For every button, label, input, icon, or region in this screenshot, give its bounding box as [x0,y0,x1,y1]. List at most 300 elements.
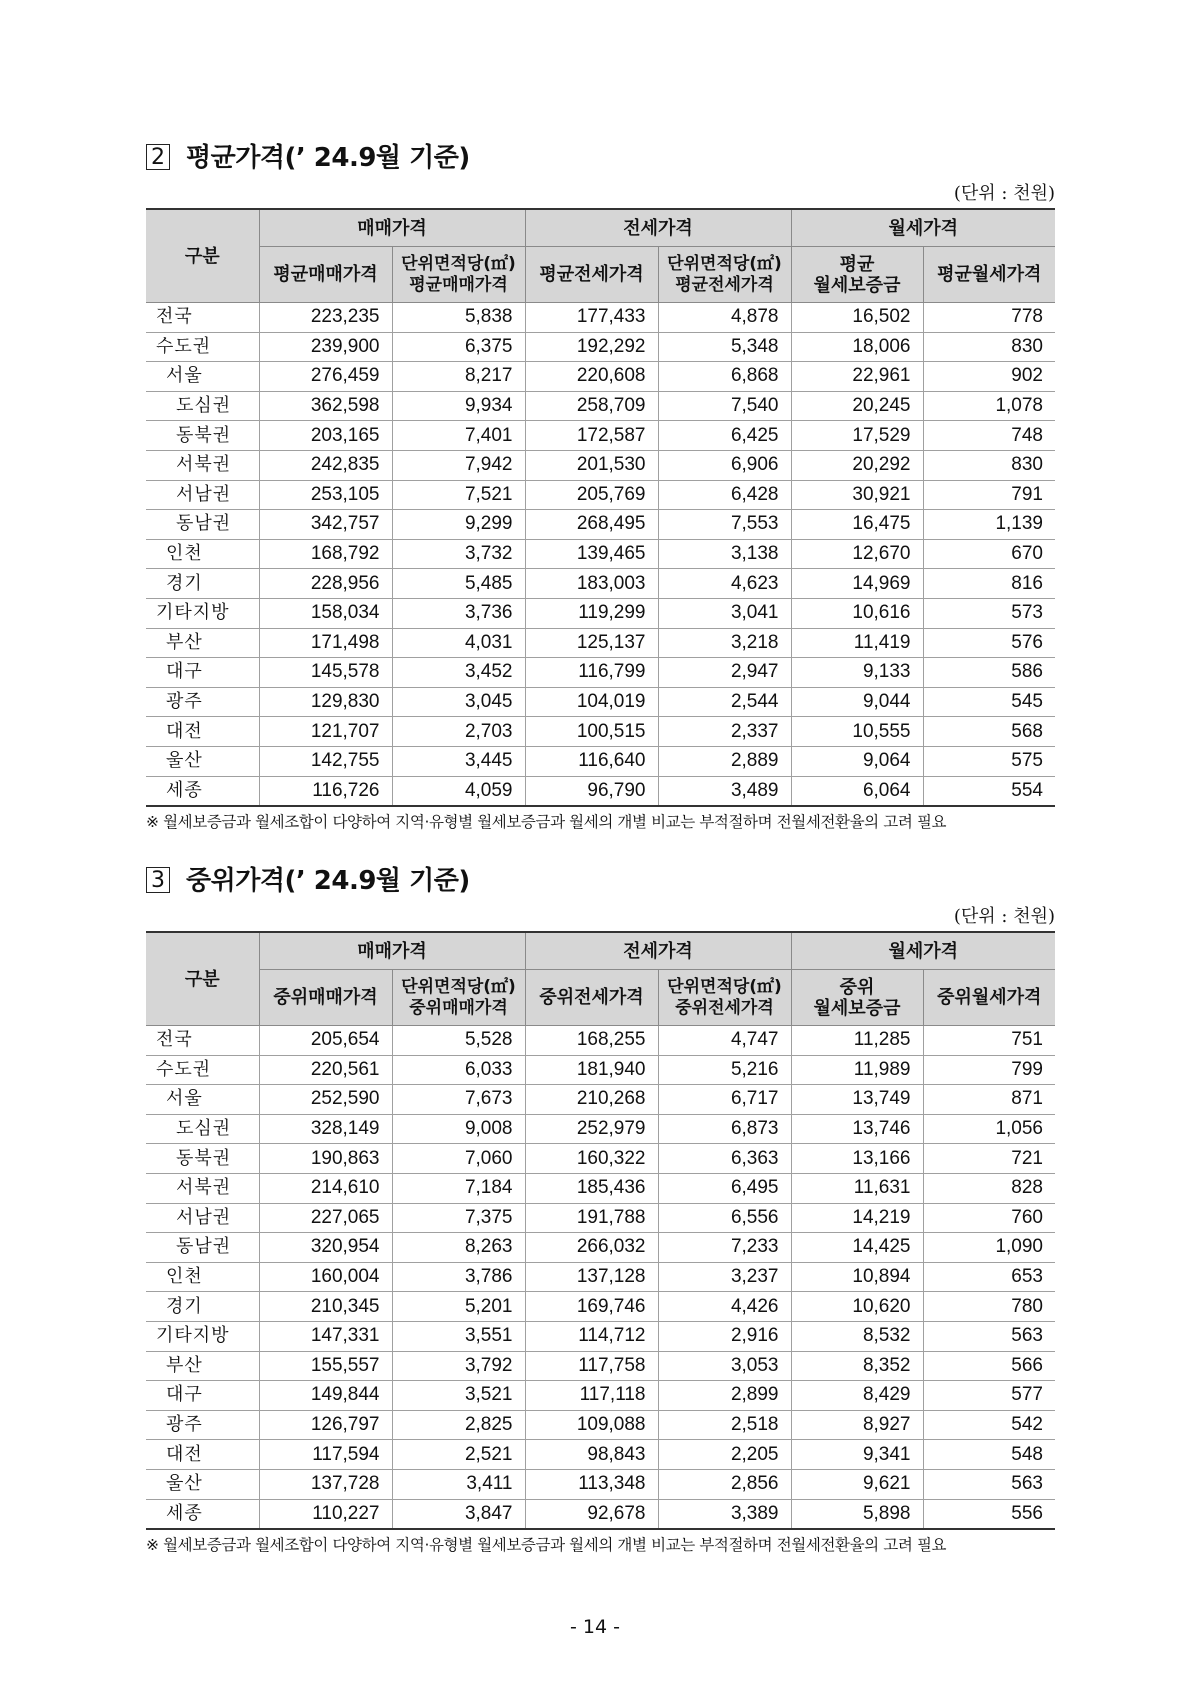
value-cell: 119,299 [525,598,658,628]
value-cell: 9,299 [392,510,525,540]
region-name: 대전 [146,1440,259,1470]
value-cell: 2,889 [658,746,791,776]
region-name: 전국 [146,1026,259,1056]
sub-header-line: 평균매매가격 [409,274,508,295]
region-name: 기타지방 [146,1321,259,1351]
table-row [146,391,1055,421]
average-price-table [146,208,1055,807]
value-cell: 227,065 [259,1203,392,1233]
value-cell: 252,979 [525,1114,658,1144]
table-row [146,1144,1055,1174]
region-name: 경기 [146,569,259,599]
median-price-section [146,863,1055,1560]
value-cell: 2,518 [658,1410,791,1440]
value-cell: 780 [923,1292,1055,1322]
table-row [146,1292,1055,1322]
value-cell: 12,670 [791,539,923,569]
sub-header-line: 월세보증금 [813,274,901,296]
table-row [146,776,1055,806]
value-cell: 114,712 [525,1321,658,1351]
jeonse-price-group-header: 전세가격 [525,209,791,247]
value-cell: 577 [923,1381,1055,1411]
value-cell: 8,532 [791,1321,923,1351]
region-name: 기타지방 [146,598,259,628]
value-cell: 147,331 [259,1321,392,1351]
value-cell: 137,128 [525,1262,658,1292]
value-cell: 4,426 [658,1292,791,1322]
average-price-section [146,140,1055,837]
value-cell: 117,118 [525,1381,658,1411]
section-number-box: 2 [146,144,170,170]
category-header: 구분 [146,209,259,303]
value-cell: 16,502 [791,303,923,333]
region-name: 인천 [146,1262,259,1292]
value-cell: 7,942 [392,450,525,480]
value-cell: 171,498 [259,628,392,658]
region-name: 부산 [146,628,259,658]
value-cell: 110,227 [259,1499,392,1529]
value-cell: 830 [923,450,1055,480]
value-cell: 816 [923,569,1055,599]
value-cell: 100,515 [525,717,658,747]
value-cell: 22,961 [791,362,923,392]
value-cell: 4,031 [392,628,525,658]
value-cell: 9,044 [791,687,923,717]
value-cell: 10,555 [791,717,923,747]
region-name: 동북권 [146,1144,259,1174]
value-cell: 5,898 [791,1499,923,1529]
value-cell: 6,906 [658,450,791,480]
value-cell: 11,631 [791,1173,923,1203]
value-cell: 760 [923,1203,1055,1233]
region-name: 인천 [146,539,259,569]
value-cell: 201,530 [525,450,658,480]
value-cell: 6,064 [791,776,923,806]
value-cell: 6,428 [658,480,791,510]
table-row [146,1026,1055,1056]
value-cell: 5,838 [392,303,525,333]
value-cell: 7,521 [392,480,525,510]
table-row [146,1410,1055,1440]
table-row [146,1499,1055,1529]
region-name: 대구 [146,1381,259,1411]
unit-label: (단위 : 천원) [953,906,1055,927]
value-cell: 799 [923,1055,1055,1085]
value-cell: 7,401 [392,421,525,451]
value-cell: 568 [923,717,1055,747]
value-cell: 1,056 [923,1114,1055,1144]
value-cell: 30,921 [791,480,923,510]
table-row [146,480,1055,510]
table-row [146,421,1055,451]
value-cell: 192,292 [525,332,658,362]
value-cell: 181,940 [525,1055,658,1085]
section-number-box: 3 [146,867,170,893]
value-cell: 3,053 [658,1351,791,1381]
region-name: 동남권 [146,510,259,540]
value-cell: 20,245 [791,391,923,421]
sub-header-line: 중위매매가격 [409,997,508,1018]
value-cell: 191,788 [525,1203,658,1233]
region-name: 서남권 [146,480,259,510]
value-cell: 3,736 [392,598,525,628]
value-cell: 828 [923,1173,1055,1203]
table-row [146,746,1055,776]
value-cell: 129,830 [259,687,392,717]
value-cell: 3,786 [392,1262,525,1292]
value-cell: 670 [923,539,1055,569]
value-cell: 902 [923,362,1055,392]
sub-header [658,970,791,1026]
region-name: 대전 [146,717,259,747]
value-cell: 220,561 [259,1055,392,1085]
value-cell: 142,755 [259,746,392,776]
region-name: 동남권 [146,1233,259,1263]
region-name: 도심권 [146,391,259,421]
jeonse-price-group-header: 전세가격 [525,932,791,970]
sub-header [259,970,392,1026]
value-cell: 328,149 [259,1114,392,1144]
value-cell: 7,184 [392,1173,525,1203]
value-cell: 830 [923,332,1055,362]
section-heading [146,863,1055,903]
value-cell: 3,732 [392,539,525,569]
sub-header [525,247,658,303]
value-cell: 168,255 [525,1026,658,1056]
value-cell: 3,445 [392,746,525,776]
sub-header-line: 단위면적당(㎡) [401,253,516,274]
value-cell: 113,348 [525,1469,658,1499]
value-cell: 14,219 [791,1203,923,1233]
value-cell: 20,292 [791,450,923,480]
value-cell: 239,900 [259,332,392,362]
value-cell: 1,139 [923,510,1055,540]
value-cell: 210,345 [259,1292,392,1322]
sub-header [923,970,1055,1026]
sub-header [791,247,923,303]
value-cell: 8,217 [392,362,525,392]
value-cell: 3,551 [392,1321,525,1351]
value-cell: 145,578 [259,658,392,688]
value-cell: 96,790 [525,776,658,806]
value-cell: 3,389 [658,1499,791,1529]
value-cell: 220,608 [525,362,658,392]
value-cell: 1,078 [923,391,1055,421]
value-cell: 2,544 [658,687,791,717]
table-footnote: ※ 월세보증금과 월세조합이 다양하여 지역·유형별 월세보증금과 월세의 개별 비교는 부적절하며 전월세전환율의 고려 필요 [146,1536,947,1555]
value-cell: 542 [923,1410,1055,1440]
sub-header-line: 평균 [839,253,875,275]
section-heading [146,140,1055,180]
value-cell: 3,521 [392,1381,525,1411]
table-row [146,598,1055,628]
value-cell: 751 [923,1026,1055,1056]
sub-header-line: 단위면적당(㎡) [401,976,516,997]
value-cell: 104,019 [525,687,658,717]
table-row [146,687,1055,717]
value-cell: 653 [923,1262,1055,1292]
table-row [146,303,1055,333]
table-row [146,1440,1055,1470]
value-cell: 721 [923,1144,1055,1174]
value-cell: 8,352 [791,1351,923,1381]
value-cell: 4,878 [658,303,791,333]
value-cell: 7,540 [658,391,791,421]
sub-header [923,247,1055,303]
value-cell: 9,133 [791,658,923,688]
region-name: 부산 [146,1351,259,1381]
section-title: 평균가격(’ 24.9월 기준) [186,143,470,173]
value-cell: 4,623 [658,569,791,599]
sale-price-group-header: 매매가격 [259,932,525,970]
sub-header [658,247,791,303]
value-cell: 160,004 [259,1262,392,1292]
table-row [146,332,1055,362]
value-cell: 3,138 [658,539,791,569]
value-cell: 2,947 [658,658,791,688]
table-row [146,1469,1055,1499]
table-row [146,628,1055,658]
value-cell: 2,205 [658,1440,791,1470]
value-cell: 9,341 [791,1440,923,1470]
value-cell: 169,746 [525,1292,658,1322]
value-cell: 98,843 [525,1440,658,1470]
value-cell: 5,348 [658,332,791,362]
value-cell: 121,707 [259,717,392,747]
table-row [146,539,1055,569]
value-cell: 6,375 [392,332,525,362]
sub-header-line: 평균전세가격 [539,264,644,285]
table-row [146,1085,1055,1115]
value-cell: 563 [923,1469,1055,1499]
monthly-rent-group-header: 월세가격 [791,209,1055,247]
region-name: 전국 [146,303,259,333]
table-body [146,303,1055,807]
value-cell: 6,556 [658,1203,791,1233]
value-cell: 7,673 [392,1085,525,1115]
value-cell: 5,216 [658,1055,791,1085]
sub-header-line: 평균월세가격 [937,264,1042,285]
value-cell: 342,757 [259,510,392,540]
region-name: 수도권 [146,1055,259,1085]
value-cell: 252,590 [259,1085,392,1115]
region-name: 서남권 [146,1203,259,1233]
value-cell: 10,616 [791,598,923,628]
sub-header-line: 단위면적당(㎡) [667,253,782,274]
value-cell: 9,934 [392,391,525,421]
value-cell: 5,528 [392,1026,525,1056]
value-cell: 791 [923,480,1055,510]
value-cell: 3,489 [658,776,791,806]
sub-header-line: 월세보증금 [813,997,901,1019]
value-cell: 13,749 [791,1085,923,1115]
value-cell: 5,201 [392,1292,525,1322]
value-cell: 253,105 [259,480,392,510]
region-name: 도심권 [146,1114,259,1144]
value-cell: 6,425 [658,421,791,451]
value-cell: 183,003 [525,569,658,599]
value-cell: 2,916 [658,1321,791,1351]
value-cell: 3,792 [392,1351,525,1381]
table-footnote: ※ 월세보증금과 월세조합이 다양하여 지역·유형별 월세보증금과 월세의 개별 비교는 부적절하며 전월세전환율의 고려 필요 [146,813,947,832]
value-cell: 6,868 [658,362,791,392]
value-cell: 548 [923,1440,1055,1470]
value-cell: 13,166 [791,1144,923,1174]
sale-price-group-header: 매매가격 [259,209,525,247]
table-row [146,569,1055,599]
table-row [146,510,1055,540]
value-cell: 6,363 [658,1144,791,1174]
value-cell: 545 [923,687,1055,717]
value-cell: 205,769 [525,480,658,510]
value-cell: 748 [923,421,1055,451]
value-cell: 563 [923,1321,1055,1351]
region-name: 대구 [146,658,259,688]
value-cell: 6,717 [658,1085,791,1115]
value-cell: 168,792 [259,539,392,569]
sub-header [392,247,525,303]
region-name: 경기 [146,1292,259,1322]
table-row [146,1262,1055,1292]
value-cell: 5,485 [392,569,525,599]
table-row [146,1233,1055,1263]
value-cell: 116,640 [525,746,658,776]
value-cell: 210,268 [525,1085,658,1115]
value-cell: 7,060 [392,1144,525,1174]
value-cell: 576 [923,628,1055,658]
value-cell: 362,598 [259,391,392,421]
region-name: 세종 [146,1499,259,1529]
sub-header-line: 중위 [839,976,875,998]
monthly-rent-group-header: 월세가격 [791,932,1055,970]
value-cell: 4,059 [392,776,525,806]
value-cell: 137,728 [259,1469,392,1499]
sub-header-line: 중위전세가격 [539,987,644,1008]
section-title: 중위가격(’ 24.9월 기준) [186,866,470,896]
sub-header-line: 중위매매가격 [273,987,378,1008]
value-cell: 117,594 [259,1440,392,1470]
value-cell: 158,034 [259,598,392,628]
value-cell: 242,835 [259,450,392,480]
page-number: - 14 - [570,1616,620,1638]
value-cell: 8,927 [791,1410,923,1440]
value-cell: 9,621 [791,1469,923,1499]
value-cell: 2,521 [392,1440,525,1470]
value-cell: 3,218 [658,628,791,658]
table-row [146,717,1055,747]
value-cell: 14,425 [791,1233,923,1263]
value-cell: 575 [923,746,1055,776]
value-cell: 556 [923,1499,1055,1529]
value-cell: 6,495 [658,1173,791,1203]
value-cell: 139,465 [525,539,658,569]
value-cell: 554 [923,776,1055,806]
value-cell: 7,375 [392,1203,525,1233]
region-name: 울산 [146,746,259,776]
sub-header-line: 단위면적당(㎡) [667,976,782,997]
value-cell: 13,746 [791,1114,923,1144]
value-cell: 14,969 [791,569,923,599]
value-cell: 205,654 [259,1026,392,1056]
sub-header-line: 중위전세가격 [675,997,774,1018]
value-cell: 116,799 [525,658,658,688]
table-row [146,1203,1055,1233]
region-name: 세종 [146,776,259,806]
region-name: 수도권 [146,332,259,362]
region-name: 서북권 [146,450,259,480]
value-cell: 223,235 [259,303,392,333]
value-cell: 4,747 [658,1026,791,1056]
value-cell: 10,894 [791,1262,923,1292]
table-row [146,362,1055,392]
value-cell: 778 [923,303,1055,333]
value-cell: 92,678 [525,1499,658,1529]
value-cell: 268,495 [525,510,658,540]
sub-header-line: 중위월세가격 [937,987,1042,1008]
value-cell: 3,045 [392,687,525,717]
value-cell: 172,587 [525,421,658,451]
value-cell: 16,475 [791,510,923,540]
region-name: 울산 [146,1469,259,1499]
table-row [146,1381,1055,1411]
value-cell: 117,758 [525,1351,658,1381]
value-cell: 3,237 [658,1262,791,1292]
value-cell: 8,263 [392,1233,525,1263]
table-row [146,450,1055,480]
value-cell: 1,090 [923,1233,1055,1263]
value-cell: 18,006 [791,332,923,362]
median-price-table [146,931,1055,1530]
table-row [146,1055,1055,1085]
value-cell: 2,825 [392,1410,525,1440]
region-name: 광주 [146,1410,259,1440]
value-cell: 3,847 [392,1499,525,1529]
table-body [146,1026,1055,1530]
table-row [146,658,1055,688]
table-row [146,1114,1055,1144]
value-cell: 11,989 [791,1055,923,1085]
category-header: 구분 [146,932,259,1026]
sub-header [525,970,658,1026]
value-cell: 266,032 [525,1233,658,1263]
value-cell: 6,033 [392,1055,525,1085]
value-cell: 149,844 [259,1381,392,1411]
value-cell: 8,429 [791,1381,923,1411]
value-cell: 871 [923,1085,1055,1115]
value-cell: 2,856 [658,1469,791,1499]
value-cell: 7,233 [658,1233,791,1263]
value-cell: 258,709 [525,391,658,421]
value-cell: 3,452 [392,658,525,688]
value-cell: 214,610 [259,1173,392,1203]
value-cell: 3,411 [392,1469,525,1499]
sub-header [259,247,392,303]
table-row [146,1351,1055,1381]
value-cell: 11,285 [791,1026,923,1056]
value-cell: 155,557 [259,1351,392,1381]
value-cell: 320,954 [259,1233,392,1263]
unit-label: (단위 : 천원) [953,183,1055,204]
value-cell: 586 [923,658,1055,688]
value-cell: 160,322 [525,1144,658,1174]
value-cell: 10,620 [791,1292,923,1322]
value-cell: 116,726 [259,776,392,806]
region-name: 서울 [146,1085,259,1115]
table-row [146,1321,1055,1351]
value-cell: 9,008 [392,1114,525,1144]
value-cell: 2,703 [392,717,525,747]
table-row [146,1173,1055,1203]
